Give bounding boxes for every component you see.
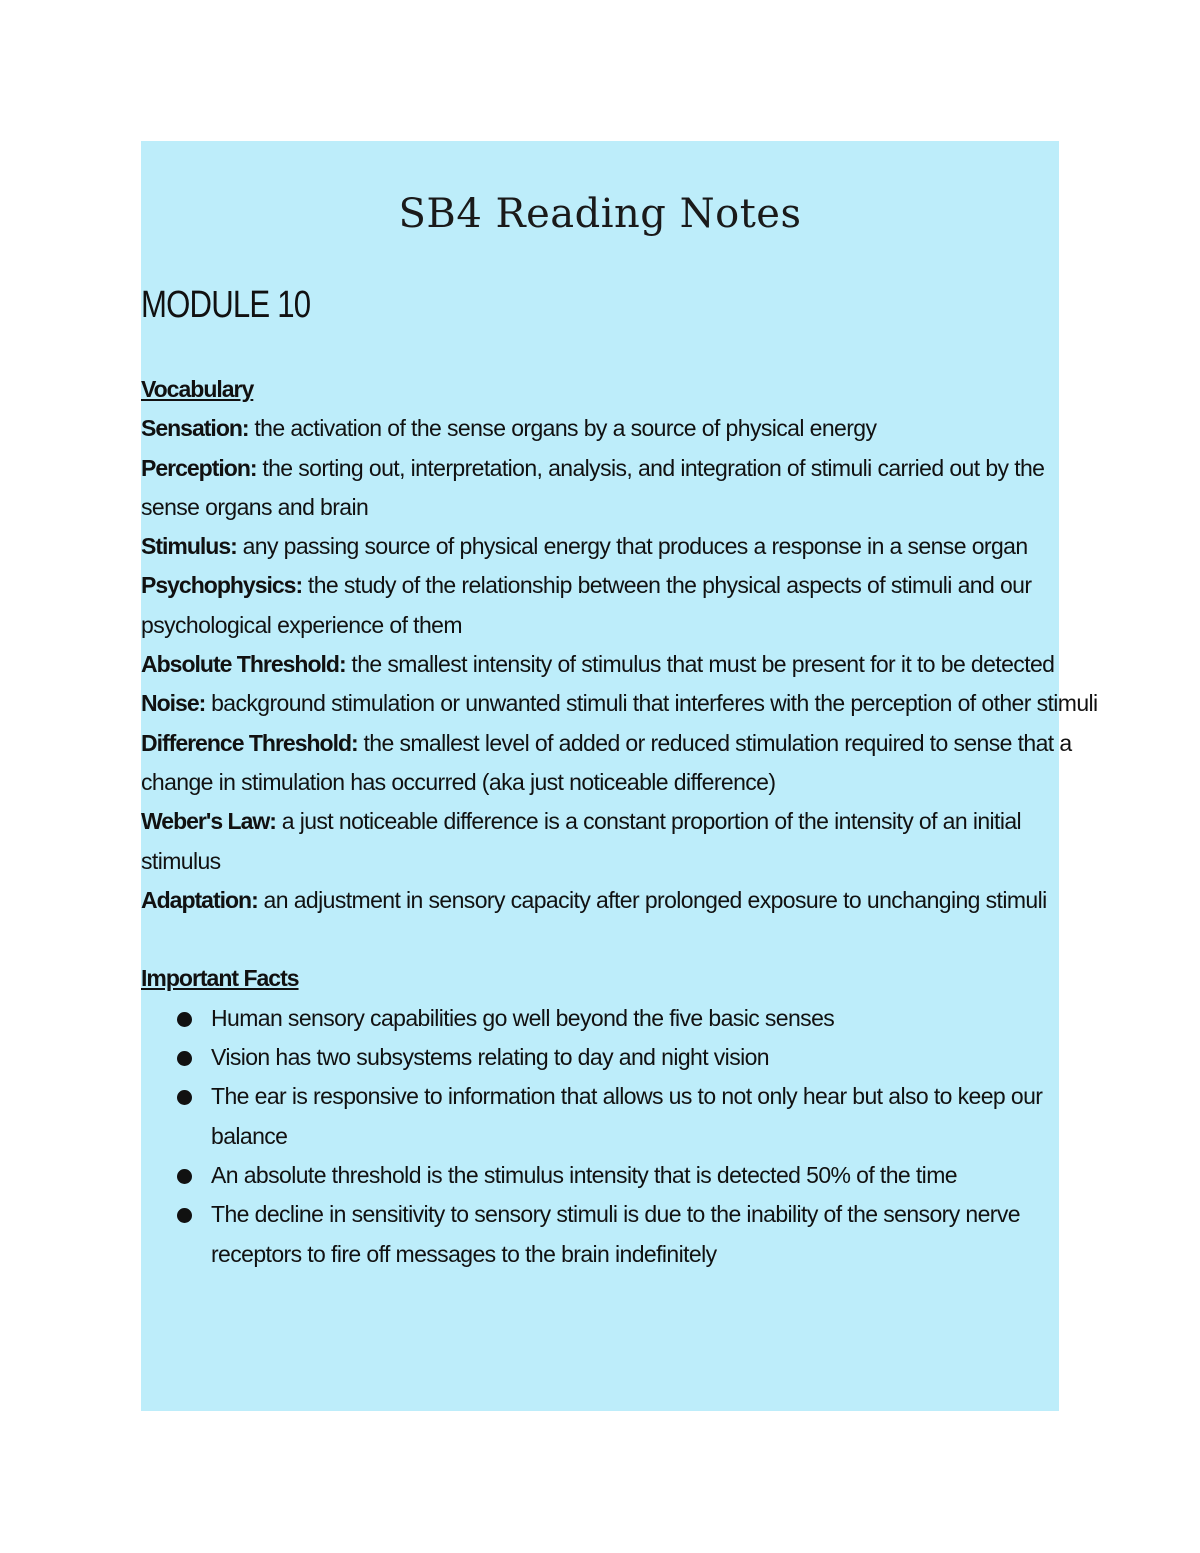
vocab-definition-continued: psychological experience of them xyxy=(141,611,462,638)
vocab-entry-psychophysics xyxy=(141,566,1059,605)
vocab-entry-absolute-threshold xyxy=(141,645,1059,684)
fact-text: Human sensory capabilities go well beyond the five basic senses xyxy=(211,1004,835,1031)
vocab-definition: the sorting out, interpretation, analysis, and integration of stimuli carried out by the xyxy=(256,454,1045,481)
bullet-dot-icon xyxy=(177,1090,192,1105)
vocab-definition-continued: stimulus xyxy=(141,847,221,874)
vocab-definition-continued: change in stimulation has occurred (aka just noticeable difference) xyxy=(141,768,776,795)
fact-item xyxy=(141,999,1059,1038)
vocab-definition: a just noticeable difference is a constant proportion of the intensity of an initial xyxy=(275,808,1022,835)
vocab-definition: the smallest intensity of stimulus that must be present for it to be detected xyxy=(345,651,1055,678)
vocab-definition: any passing source of physical energy that produces a response in a sense organ xyxy=(236,533,1028,560)
bullet-dot-icon xyxy=(177,1169,192,1184)
notes-panel xyxy=(141,141,1098,1411)
vocab-entry-stimulus xyxy=(141,527,1059,566)
important-facts-heading: Important Facts xyxy=(141,965,299,992)
vocab-entry-webers-law xyxy=(141,802,1059,841)
module-heading: MODULE 10 xyxy=(141,284,311,326)
vocab-term: Perception: xyxy=(141,454,257,481)
vocab-definition: the study of the relationship between the physical aspects of stimuli and our xyxy=(302,572,1032,599)
fact-text: The ear is responsive to information that allows us to not only hear but also to keep our xyxy=(211,1083,1043,1110)
vocab-entry-adaptation xyxy=(141,881,1059,920)
vocab-entry-sensation xyxy=(141,409,1059,448)
fact-text-continued: receptors to fire off messages to the brain indefinitely xyxy=(211,1240,717,1267)
vocab-term: Adaptation: xyxy=(141,886,258,913)
vocab-term: Absolute Threshold: xyxy=(141,651,346,678)
vocabulary-heading: Vocabulary xyxy=(141,376,254,402)
vocab-term: Psychophysics: xyxy=(141,572,303,599)
vocab-entry-difference-threshold xyxy=(141,724,1072,763)
fact-item xyxy=(141,1195,1059,1234)
fact-text: An absolute threshold is the stimulus intensity that is detected 50% of the time xyxy=(211,1161,957,1188)
vocab-term: Stimulus: xyxy=(141,533,237,560)
vocab-entry-noise xyxy=(141,684,1098,723)
fact-text-continued: balance xyxy=(211,1122,288,1149)
vocab-definition: the activation of the sense organs by a source of physical energy xyxy=(248,415,877,442)
vocab-term: Difference Threshold: xyxy=(141,729,358,756)
vocab-term: Noise: xyxy=(141,690,206,717)
vocab-entry-perception xyxy=(141,449,1059,488)
section-spacer xyxy=(141,920,1059,959)
bullet-dot-icon xyxy=(177,1012,192,1027)
vocab-definition: the smallest level of added or reduced stimulation required to sense that a xyxy=(357,729,1072,756)
vocab-definition-continued: sense organs and brain xyxy=(141,493,369,520)
fact-text: Vision has two subsystems relating to day and night vision xyxy=(211,1044,769,1071)
notes-content xyxy=(141,370,1098,1274)
bullet-dot-icon xyxy=(177,1208,192,1223)
vocab-term: Weber's Law: xyxy=(141,808,276,835)
fact-item xyxy=(141,1156,1059,1195)
fact-text: The decline in sensitivity to sensory stimuli is due to the inability of the sensory nerve xyxy=(211,1201,1020,1228)
vocab-definition: background stimulation or unwanted stimuli that interferes with the perception of other stimuli xyxy=(205,690,1098,717)
fact-item xyxy=(141,1038,1059,1077)
bullet-dot-icon xyxy=(177,1051,192,1066)
vocab-term: Sensation: xyxy=(141,415,249,442)
page-title: SB4 Reading Notes xyxy=(398,191,802,237)
fact-item xyxy=(141,1077,1059,1116)
vocab-definition: an adjustment in sensory capacity after prolonged exposure to unchanging stimuli xyxy=(257,886,1047,913)
